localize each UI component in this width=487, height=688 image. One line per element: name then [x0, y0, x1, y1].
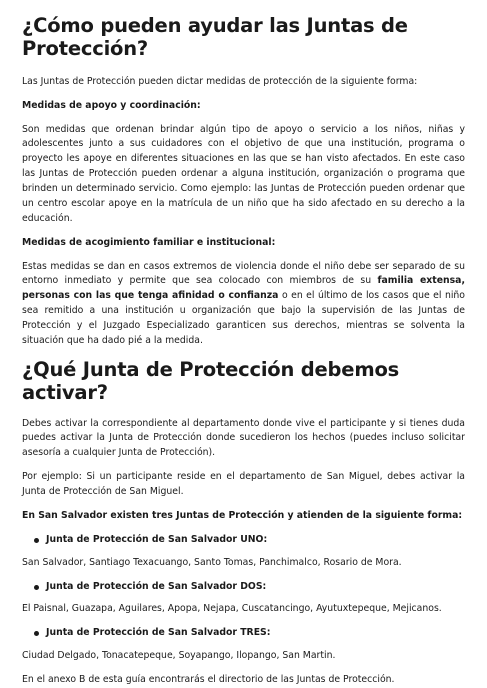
junta-dos-areas: El Paisnal, Guazapa, Aguilares, Apopa, Nejapa, Cuscatancingo, Ayutuxtepeque, Mejicanos.	[22, 603, 442, 615]
bullet-icon	[34, 538, 39, 543]
closing-paragraph: En el anexo B de esta guía encontrarás el directorio de las Juntas de Protección.	[22, 674, 395, 686]
junta-uno-item	[34, 533, 465, 548]
bullet-icon	[34, 631, 39, 636]
junta-dos-name: Junta de Protección de San Salvador DOS:	[46, 580, 267, 592]
junta-uno-areas: San Salvador, Santiago Texacuango, Santo Tomas, Panchimalco, Rosario de Mora.	[22, 556, 402, 568]
bullet-icon	[34, 585, 39, 590]
junta-dos-item	[34, 580, 465, 595]
acogimiento-paragraph	[22, 260, 465, 349]
subheading-acogimiento: Medidas de acogimiento familiar e institucional:	[22, 236, 276, 248]
junta-tres-name: Junta de Protección de San Salvador TRES:	[46, 627, 271, 639]
subheading-apoyo: Medidas de apoyo y coordinación:	[22, 99, 201, 111]
familia-extensa-emphasis: familia extensa	[377, 275, 462, 287]
acogimiento-text-c: o en el último de los casos que el niño sea remitido a una institución u organización que bajo la supervisión de las Juntas de Protección y el Juzgado Especializado garanticen sus derechos, mientras se solventa la situación que ha dado pié a la medida.	[22, 290, 466, 346]
apoyo-paragraph: Son medidas que ordenan brindar algún tipo de apoyo o servicio a los niños, niñas y adolescentes junto a sus cuidadores con el objetivo de que una institución, programa o proyecto les apoye en diferentes situaciones en las que se han visto afectados. En este caso las Juntas de Protección pueden ordenar a alguna institución, organización o programa que brinden un determinado servicio. Como ejemplo: las Juntas de Protección pueden ordenar que un centro escolar apoye en la matrícula de un niño que ha sido afectado en su derecho a la educación.	[22, 123, 465, 224]
junta-tres-item	[34, 626, 465, 641]
junta-tres-areas: Ciudad Delgado, Tonacatepeque, Soyapango, Ilopango, San Martin.	[22, 650, 336, 662]
junta-uno-name: Junta de Protección de San Salvador UNO:	[46, 533, 268, 545]
section-title-ayuda: ¿Cómo pueden ayudar las Juntas de Protección?	[22, 14, 408, 61]
san-salvador-heading: En San Salvador existen tres Juntas de Protección y atienden de la siguiente forma:	[22, 509, 463, 521]
intro-paragraph: Las Juntas de Protección pueden dictar medidas de protección de la siguiente forma:	[22, 75, 418, 87]
activar-paragraph: Debes activar la correspondiente al departamento donde vive el participante y si tienes duda puedes activar la Junta de Protección donde sucedieron los hechos (puedes incluso solicitar asesoría a cualquier Junta de Protección).	[22, 417, 465, 459]
comma-separator: ,	[461, 275, 465, 287]
acogimiento-text-a: Estas medidas se dan en casos extremos de violencia donde el niño debe ser separado de su entorno inmediato y permite que sea colocado con miembros de su	[22, 260, 465, 287]
example-paragraph: Por ejemplo: Si un participante reside en el departamento de San Miguel, debes activar la Junta de Protección de San Miguel.	[22, 471, 465, 498]
personas-afinidad-emphasis: personas con las que tenga afinidad o confianza	[22, 290, 279, 302]
section-title-activar: ¿Qué Junta de Protección debemos activar?	[22, 357, 400, 405]
